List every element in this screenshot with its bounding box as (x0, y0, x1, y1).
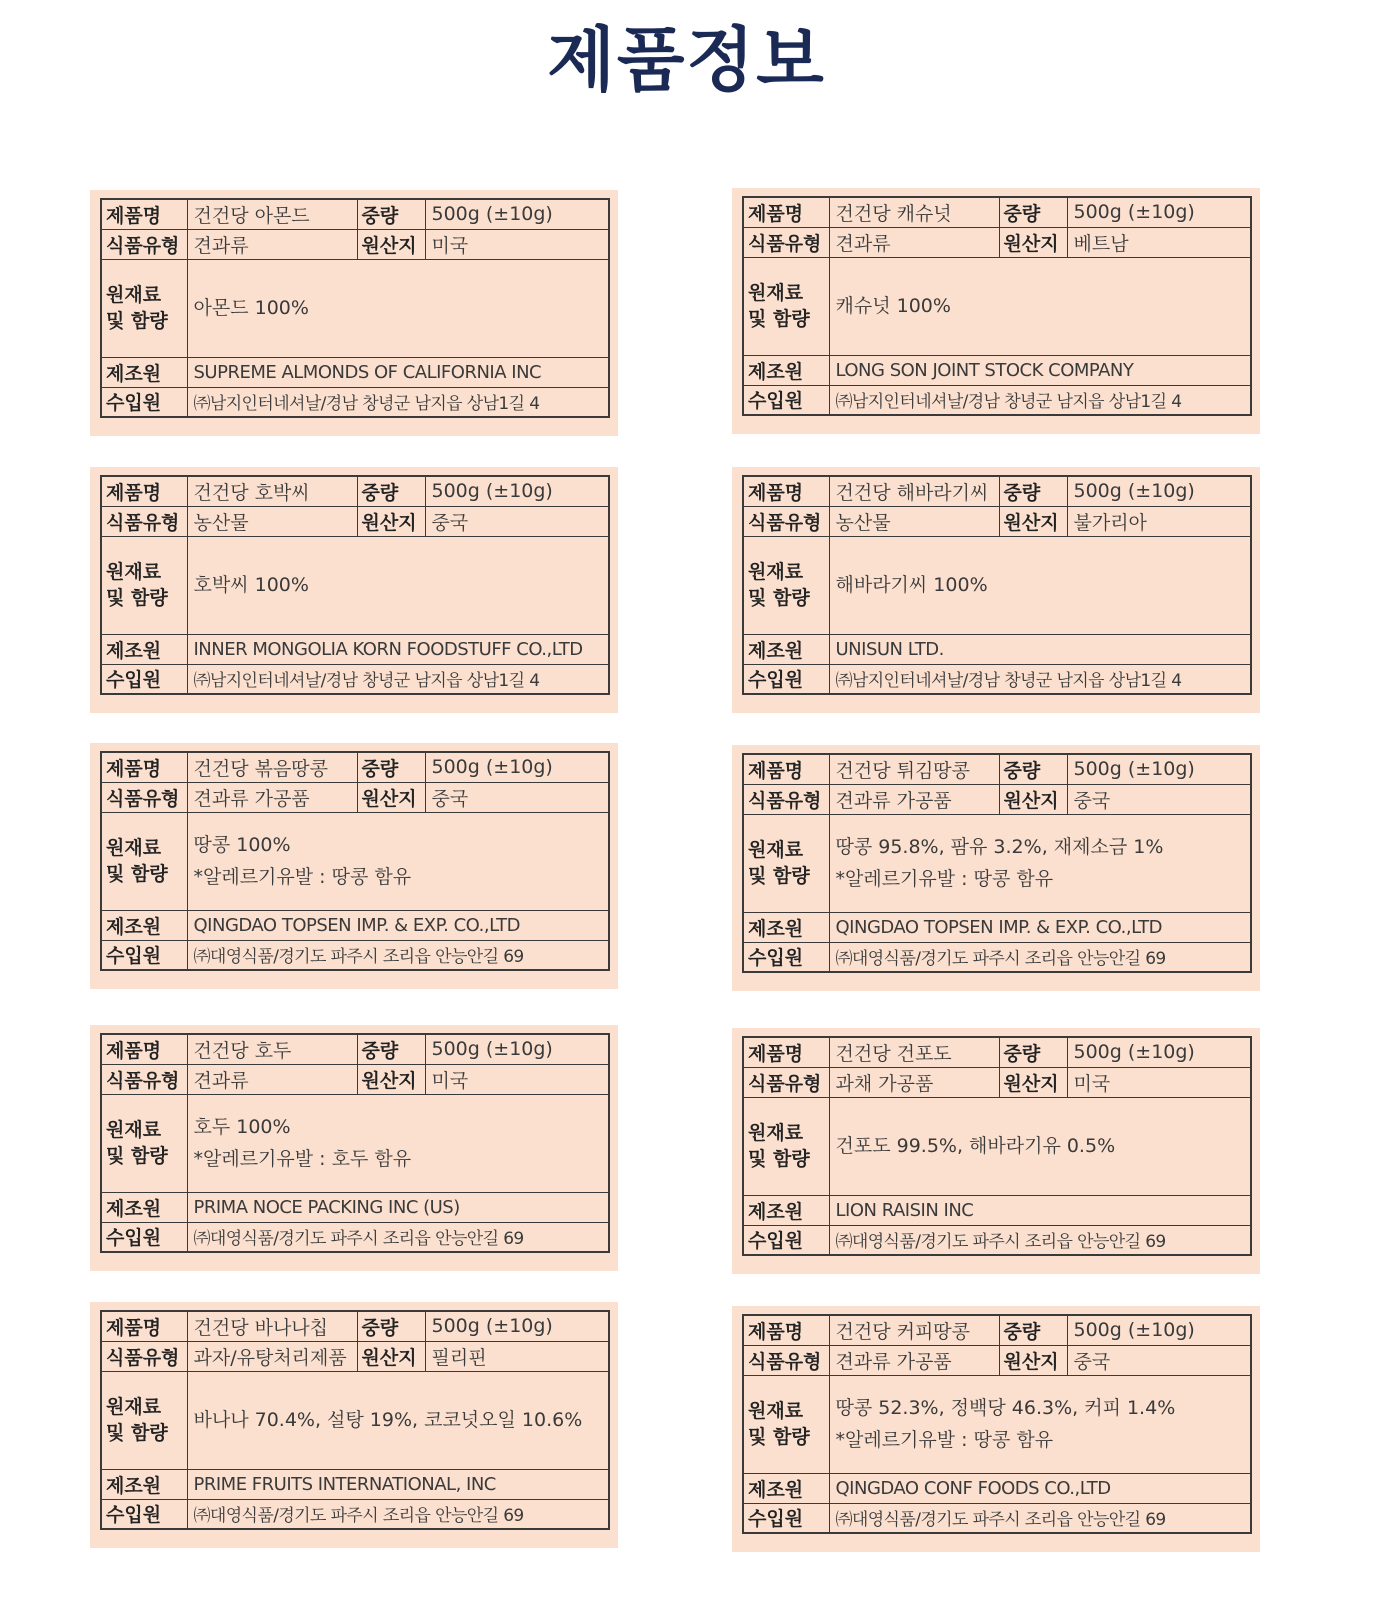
label-ingredients-line1: 원재료 (748, 1122, 804, 1144)
label-importer: 수입원 (101, 940, 187, 970)
ingredients-value (829, 1097, 1251, 1195)
ingredient-line: *알레르기유발 : 호두 함유 (193, 1148, 412, 1170)
label-ingredients-line2: 및 함량 (106, 587, 168, 609)
label-food-type: 식품유형 (101, 782, 187, 812)
product-name: 건건당 바나나칩 (187, 1311, 357, 1341)
label-product-name: 제품명 (101, 199, 187, 229)
label-origin: 원산지 (999, 227, 1067, 257)
manufacturer-value: QINGDAO TOPSEN IMP. & EXP. CO.,LTD (829, 912, 1251, 942)
label-ingredients-line2: 및 함량 (748, 1426, 810, 1448)
label-ingredients-line2: 및 함량 (748, 587, 810, 609)
ingredient-line: *알레르기유발 : 땅콩 함유 (835, 868, 1054, 890)
product-info-table (742, 1036, 1252, 1256)
label-ingredients-line1: 원재료 (106, 561, 162, 583)
weight-value: 500g (±10g) (425, 1311, 609, 1341)
label-manufacturer: 제조원 (743, 1473, 829, 1503)
ingredient-line: 땅콩 95.8%, 팜유 3.2%, 재제소금 1% (835, 836, 1164, 858)
weight-value: 500g (±10g) (1067, 197, 1251, 227)
label-ingredients (101, 812, 187, 910)
label-food-type: 식품유형 (743, 227, 829, 257)
product-info-table (100, 198, 610, 418)
importer-value: ㈜대영식품/경기도 파주시 조리읍 안능안길 69 (829, 1503, 1251, 1533)
product-card-9 (90, 1302, 618, 1548)
label-origin: 원산지 (357, 229, 425, 259)
label-origin: 원산지 (357, 1341, 425, 1371)
ingredients-value (187, 536, 609, 634)
origin-value: 필리핀 (425, 1341, 609, 1371)
product-card-2 (732, 188, 1260, 434)
label-ingredients (101, 1094, 187, 1192)
label-food-type: 식품유형 (743, 506, 829, 536)
food-type-value: 과자/유탕처리제품 (187, 1341, 357, 1371)
label-manufacturer: 제조원 (101, 1192, 187, 1222)
food-type-value: 견과류 가공품 (829, 1345, 999, 1375)
label-product-name: 제품명 (101, 1034, 187, 1064)
importer-value: ㈜대영식품/경기도 파주시 조리읍 안능안길 69 (187, 1222, 609, 1252)
ingredient-line: 호박씨 100% (193, 574, 309, 596)
label-food-type: 식품유형 (743, 1345, 829, 1375)
label-food-type: 식품유형 (101, 229, 187, 259)
label-ingredients (101, 1371, 187, 1469)
product-name: 건건당 호두 (187, 1034, 357, 1064)
product-card-3 (90, 467, 618, 713)
label-weight: 중량 (357, 752, 425, 782)
food-type-value: 과채 가공품 (829, 1067, 999, 1097)
label-food-type: 식품유형 (743, 1067, 829, 1097)
label-ingredients-line1: 원재료 (748, 839, 804, 861)
label-product-name: 제품명 (101, 1311, 187, 1341)
product-card-4 (732, 467, 1260, 713)
product-name: 건건당 호박씨 (187, 476, 357, 506)
label-ingredients (743, 1097, 829, 1195)
label-weight: 중량 (999, 754, 1067, 784)
label-importer: 수입원 (101, 1222, 187, 1252)
ingredients-value (187, 259, 609, 357)
manufacturer-value: QINGDAO TOPSEN IMP. & EXP. CO.,LTD (187, 910, 609, 940)
origin-value: 미국 (1067, 1067, 1251, 1097)
ingredient-line: 건포도 99.5%, 해바라기유 0.5% (835, 1135, 1116, 1157)
label-importer: 수입원 (743, 385, 829, 415)
product-info-table (100, 475, 610, 695)
label-product-name: 제품명 (743, 1315, 829, 1345)
product-card-6 (732, 745, 1260, 991)
ingredient-line: 호두 100% (193, 1116, 291, 1138)
ingredient-line: *알레르기유발 : 땅콩 함유 (193, 866, 412, 888)
product-name: 건건당 캐슈넛 (829, 197, 999, 227)
weight-value: 500g (±10g) (425, 199, 609, 229)
label-ingredients (743, 257, 829, 355)
label-product-name: 제품명 (101, 752, 187, 782)
product-card-5 (90, 743, 618, 989)
product-info-table (742, 196, 1252, 416)
product-info-table (742, 475, 1252, 695)
label-ingredients-line2: 및 함량 (106, 1422, 168, 1444)
product-name: 건건당 아몬드 (187, 199, 357, 229)
label-weight: 중량 (999, 1037, 1067, 1067)
page-title: 제품정보 (547, 19, 826, 101)
ingredients-value (829, 1375, 1251, 1473)
label-ingredients-line2: 및 함량 (106, 310, 168, 332)
label-ingredients (101, 259, 187, 357)
product-card-10 (732, 1306, 1260, 1552)
label-ingredients-line2: 및 함량 (748, 1148, 810, 1170)
importer-value: ㈜남지인터네셔날/경남 창녕군 남지읍 상남1길 4 (187, 664, 609, 694)
label-weight: 중량 (357, 1311, 425, 1341)
ingredient-line: 바나나 70.4%, 설탕 19%, 코코넛오일 10.6% (193, 1409, 583, 1431)
manufacturer-value: QINGDAO CONF FOODS CO.,LTD (829, 1473, 1251, 1503)
ingredients-value (187, 1371, 609, 1469)
label-weight: 중량 (999, 1315, 1067, 1345)
origin-value: 미국 (425, 229, 609, 259)
product-card-7 (90, 1025, 618, 1271)
weight-value: 500g (±10g) (1067, 754, 1251, 784)
food-type-value: 견과류 (187, 1064, 357, 1094)
label-ingredients (101, 536, 187, 634)
label-weight: 중량 (999, 476, 1067, 506)
label-importer: 수입원 (101, 664, 187, 694)
label-weight: 중량 (999, 197, 1067, 227)
label-ingredients-line1: 원재료 (106, 284, 162, 306)
label-origin: 원산지 (999, 506, 1067, 536)
label-ingredients-line1: 원재료 (106, 1396, 162, 1418)
manufacturer-value: INNER MONGOLIA KORN FOODSTUFF CO.,LTD (187, 634, 609, 664)
weight-value: 500g (±10g) (425, 752, 609, 782)
origin-value: 중국 (1067, 784, 1251, 814)
ingredient-line: 해바라기씨 100% (835, 574, 988, 596)
label-origin: 원산지 (999, 784, 1067, 814)
label-product-name: 제품명 (743, 476, 829, 506)
label-origin: 원산지 (999, 1067, 1067, 1097)
label-importer: 수입원 (101, 387, 187, 417)
product-name: 건건당 튀김땅콩 (829, 754, 999, 784)
label-weight: 중량 (357, 1034, 425, 1064)
product-name: 건건당 건포도 (829, 1037, 999, 1067)
label-origin: 원산지 (357, 1064, 425, 1094)
label-ingredients-line2: 및 함량 (106, 1145, 168, 1167)
ingredients-value (829, 536, 1251, 634)
label-origin: 원산지 (999, 1345, 1067, 1375)
label-product-name: 제품명 (743, 754, 829, 784)
ingredient-line: 캐슈넛 100% (835, 295, 951, 317)
food-type-value: 견과류 가공품 (829, 784, 999, 814)
product-info-table (742, 1314, 1252, 1534)
label-manufacturer: 제조원 (101, 357, 187, 387)
label-ingredients-line1: 원재료 (106, 837, 162, 859)
label-ingredients-line1: 원재료 (748, 1400, 804, 1422)
ingredients-value (829, 814, 1251, 912)
label-ingredients-line2: 및 함량 (748, 308, 810, 330)
label-importer: 수입원 (743, 1225, 829, 1255)
product-info-table (100, 1310, 610, 1530)
label-origin: 원산지 (357, 506, 425, 536)
ingredient-line: 땅콩 52.3%, 정백당 46.3%, 커피 1.4% (835, 1397, 1176, 1419)
label-manufacturer: 제조원 (101, 634, 187, 664)
product-card-8 (732, 1028, 1260, 1274)
label-product-name: 제품명 (743, 197, 829, 227)
label-importer: 수입원 (101, 1499, 187, 1529)
food-type-value: 견과류 가공품 (187, 782, 357, 812)
origin-value: 중국 (1067, 1345, 1251, 1375)
food-type-value: 견과류 (187, 229, 357, 259)
label-ingredients-line1: 원재료 (748, 561, 804, 583)
importer-value: ㈜대영식품/경기도 파주시 조리읍 안능안길 69 (829, 942, 1251, 972)
weight-value: 500g (±10g) (425, 1034, 609, 1064)
label-ingredients-line2: 및 함량 (748, 865, 810, 887)
importer-value: ㈜대영식품/경기도 파주시 조리읍 안능안길 69 (187, 1499, 609, 1529)
product-card-1 (90, 190, 618, 436)
importer-value: ㈜대영식품/경기도 파주시 조리읍 안능안길 69 (187, 940, 609, 970)
product-name: 건건당 커피땅콩 (829, 1315, 999, 1345)
food-type-value: 견과류 (829, 227, 999, 257)
label-food-type: 식품유형 (101, 1064, 187, 1094)
food-type-value: 농산물 (829, 506, 999, 536)
label-manufacturer: 제조원 (743, 355, 829, 385)
label-manufacturer: 제조원 (743, 912, 829, 942)
product-info-table (100, 1033, 610, 1253)
ingredient-line: 땅콩 100% (193, 834, 291, 856)
weight-value: 500g (±10g) (1067, 1315, 1251, 1345)
origin-value: 중국 (425, 506, 609, 536)
ingredients-value (187, 812, 609, 910)
product-name: 건건당 볶음땅콩 (187, 752, 357, 782)
ingredient-line: *알레르기유발 : 땅콩 함유 (835, 1429, 1054, 1451)
label-importer: 수입원 (743, 1503, 829, 1533)
label-manufacturer: 제조원 (743, 634, 829, 664)
manufacturer-value: PRIME FRUITS INTERNATIONAL, INC (187, 1469, 609, 1499)
label-manufacturer: 제조원 (101, 1469, 187, 1499)
label-importer: 수입원 (743, 664, 829, 694)
importer-value: ㈜남지인터네셔날/경남 창녕군 남지읍 상남1길 4 (187, 387, 609, 417)
manufacturer-value: PRIMA NOCE PACKING INC (US) (187, 1192, 609, 1222)
label-product-name: 제품명 (101, 476, 187, 506)
label-origin: 원산지 (357, 782, 425, 812)
product-info-table (742, 753, 1252, 973)
label-food-type: 식품유형 (743, 784, 829, 814)
origin-value: 중국 (425, 782, 609, 812)
label-ingredients (743, 1375, 829, 1473)
weight-value: 500g (±10g) (1067, 476, 1251, 506)
weight-value: 500g (±10g) (1067, 1037, 1251, 1067)
label-food-type: 식품유형 (101, 506, 187, 536)
importer-value: ㈜남지인터네셔날/경남 창녕군 남지읍 상남1길 4 (829, 385, 1251, 415)
label-ingredients (743, 814, 829, 912)
product-name: 건건당 해바라기씨 (829, 476, 999, 506)
product-info-table (100, 751, 610, 971)
weight-value: 500g (±10g) (425, 476, 609, 506)
origin-value: 불가리아 (1067, 506, 1251, 536)
importer-value: ㈜남지인터네셔날/경남 창녕군 남지읍 상남1길 4 (829, 664, 1251, 694)
manufacturer-value: LION RAISIN INC (829, 1195, 1251, 1225)
label-weight: 중량 (357, 199, 425, 229)
ingredients-value (187, 1094, 609, 1192)
importer-value: ㈜대영식품/경기도 파주시 조리읍 안능안길 69 (829, 1225, 1251, 1255)
manufacturer-value: LONG SON JOINT STOCK COMPANY (829, 355, 1251, 385)
label-ingredients (743, 536, 829, 634)
label-manufacturer: 제조원 (101, 910, 187, 940)
food-type-value: 농산물 (187, 506, 357, 536)
label-product-name: 제품명 (743, 1037, 829, 1067)
origin-value: 미국 (425, 1064, 609, 1094)
ingredient-line: 아몬드 100% (193, 297, 309, 319)
label-importer: 수입원 (743, 942, 829, 972)
label-ingredients-line1: 원재료 (106, 1119, 162, 1141)
label-weight: 중량 (357, 476, 425, 506)
label-ingredients-line2: 및 함량 (106, 863, 168, 885)
ingredients-value (829, 257, 1251, 355)
origin-value: 베트남 (1067, 227, 1251, 257)
manufacturer-value: UNISUN LTD. (829, 634, 1251, 664)
label-food-type: 식품유형 (101, 1341, 187, 1371)
label-manufacturer: 제조원 (743, 1195, 829, 1225)
manufacturer-value: SUPREME ALMONDS OF CALIFORNIA INC (187, 357, 609, 387)
label-ingredients-line1: 원재료 (748, 282, 804, 304)
